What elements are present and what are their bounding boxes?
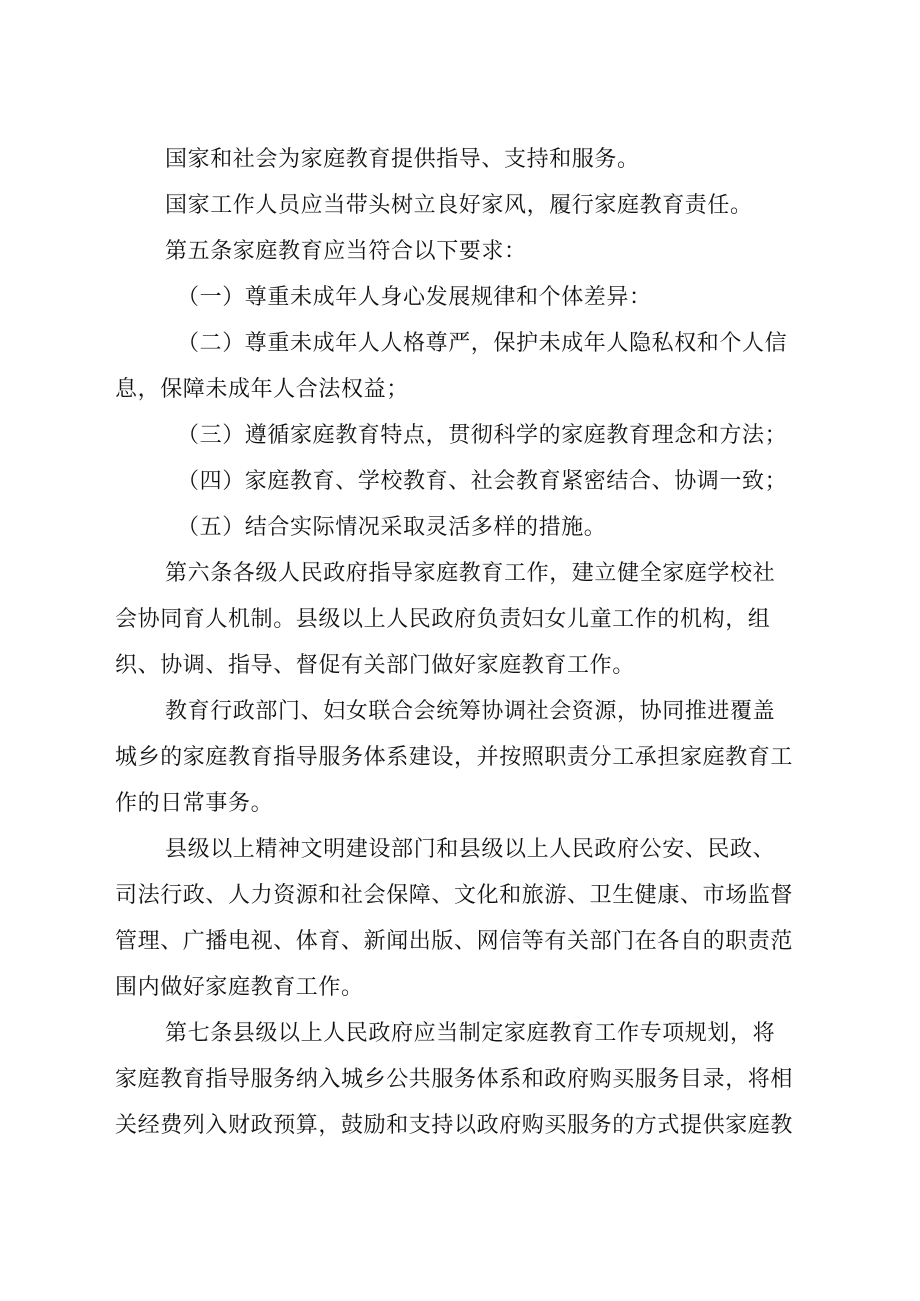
article-heading-line: 第六条各级人民政府指导家庭教育工作，建立健全家庭学校社 [165, 561, 776, 586]
article-heading-line: 第五条家庭教育应当符合以下要求： [165, 239, 527, 264]
paragraph-line: 管理、广播电视、体育、新闻出版、网信等有关部门在各自的职责范 [115, 929, 794, 954]
paragraph-line: 司法行政、人力资源和社会保障、文化和旅游、卫生健康、市场监督 [115, 883, 794, 908]
paragraph-line: 家庭教育指导服务纳入城乡公共服务体系和政府购买服务目录，将相 [115, 1067, 794, 1092]
list-item-continuation: 息，保障未成年人合法权益； [115, 377, 409, 402]
article-heading-line: 第七条县级以上人民政府应当制定家庭教育工作专项规划，将 [165, 1021, 776, 1046]
list-item: （三）遵循家庭教育特点，贯彻科学的家庭教育理念和方法； [177, 423, 788, 448]
paragraph-line: 关经费列入财政预算，鼓励和支持以政府购买服务的方式提供家庭教 [115, 1113, 794, 1138]
list-item: （一）尊重未成年人身心发展规律和个体差异： [177, 285, 652, 310]
paragraph-line: 织、协调、指导、督促有关部门做好家庭教育工作。 [115, 653, 635, 678]
paragraph-line: 城乡的家庭教育指导服务体系建设，并按照职责分工承担家庭教育工 [115, 745, 794, 770]
document-body [115, 137, 815, 1149]
paragraph-line: 县级以上精神文明建设部门和县级以上人民政府公安、民政、 [165, 837, 776, 862]
paragraph-line: 会协同育人机制。县级以上人民政府负责妇女儿童工作的机构，组 [115, 607, 771, 632]
list-item: （四）家庭教育、学校教育、社会教育紧密结合、协调一致； [177, 469, 788, 494]
list-item: （二）尊重未成年人人格尊严，保护未成年人隐私权和个人信 [177, 331, 788, 356]
paragraph-line: 教育行政部门、妇女联合会统筹协调社会资源，协同推进覆盖 [165, 699, 776, 724]
paragraph-line: 作的日常事务。 [115, 791, 274, 816]
paragraph-line: 国家和社会为家庭教育提供指导、支持和服务。 [165, 147, 640, 172]
paragraph-line: 围内做好家庭教育工作。 [115, 975, 364, 1000]
list-item: （五）结合实际情况采取灵活多样的措施。 [177, 515, 607, 540]
paragraph-line: 国家工作人员应当带头树立良好家风，履行家庭教育责任。 [165, 193, 753, 218]
